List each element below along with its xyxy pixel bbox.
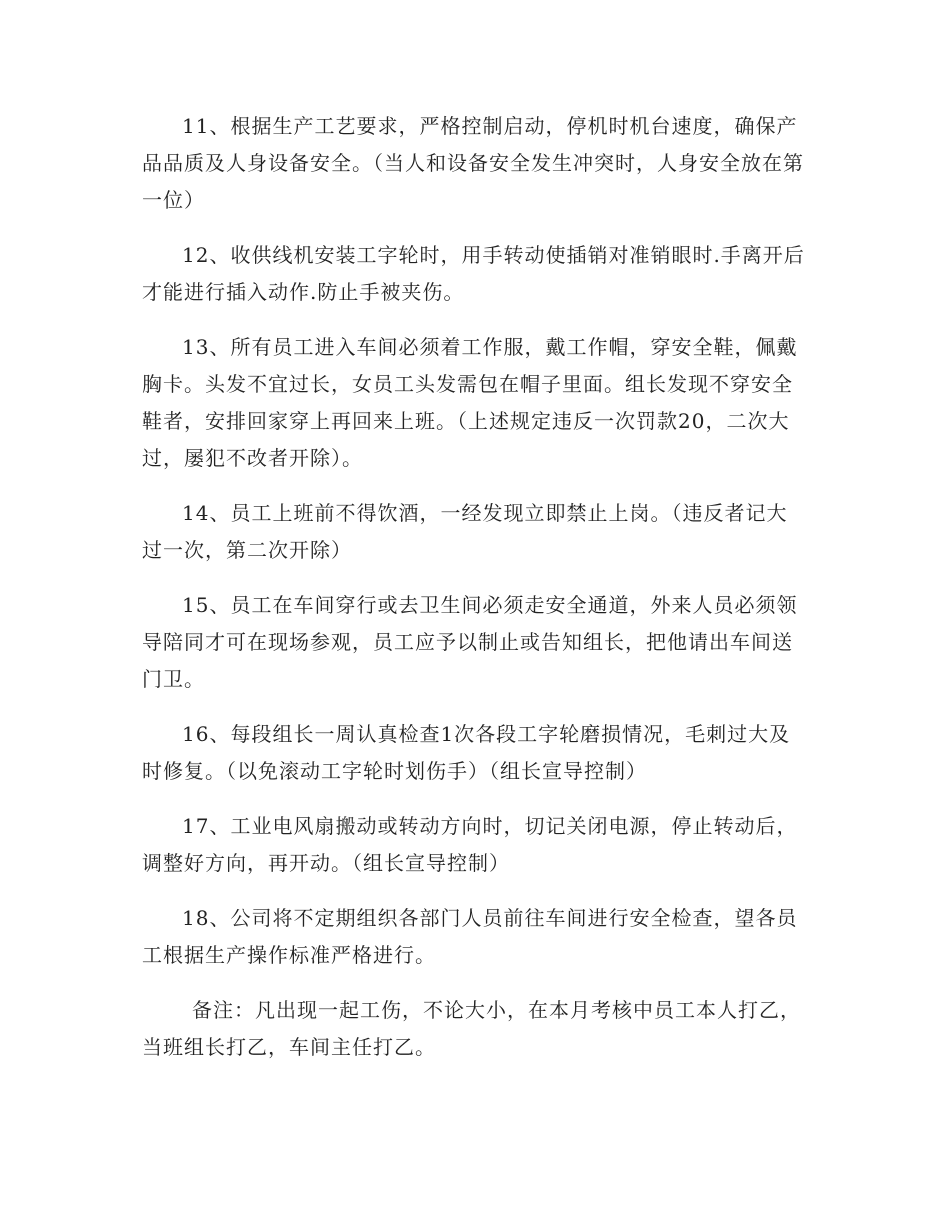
rule-paragraph-16: 16、每段组长一周认真检查1次各段工字轮磨损情况，毛刺过大及时修复。（以免滚动工字轮时划伤手）（组长宣导控制） [142, 722, 791, 783]
rule-paragraph-13: 13、所有员工进入车间必须着工作服，戴工作帽，穿安全鞋，佩戴胸卡。头发不宜过长，女员工头发需包在帽子里面。组长发现不穿安全鞋者，安排回家穿上再回来上班。（上述规定违反一次罚款20，二次大过，屡犯不改者开除）。 [142, 335, 798, 470]
rule-paragraph-18: 18、公司将不定期组织各部门人员前往车间进行安全检查，望各员工根据生产操作标准严格进行。 [142, 906, 798, 967]
rule-paragraph-15: 15、员工在车间穿行或去卫生间必须走安全通道，外来人员必须领导陪同才可在现场参观，员工应予以制止或告知组长，把他请出车间送门卫。 [142, 593, 798, 691]
rule-paragraph-11: 11、根据生产工艺要求，严格控制启动，停机时机台速度，确保产品品质及人身设备安全。（当人和设备安全发生冲突时，人身安全放在第一位） [142, 114, 804, 212]
rule-paragraph-14: 14、员工上班前不得饮酒，一经发现立即禁止上岗。（违反者记大过一次，第二次开除） [142, 501, 788, 562]
rule-paragraph-12: 12、收供线机安装工字轮时，用手转动使插销对准销眼时.手离开后才能进行插入动作.防止手被夹伤。 [142, 243, 805, 304]
rule-paragraph-17: 17、工业电风扇搬动或转动方向时，切记关闭电源，停止转动后，调整好方向，再开动。（组长宣导控制） [142, 814, 798, 875]
remark-note: 备注：凡出现一起工伤，不论大小，在本月考核中员工本人打乙，当班组长打乙，车间主任打乙。 [142, 998, 801, 1059]
document-body [142, 108, 808, 1066]
